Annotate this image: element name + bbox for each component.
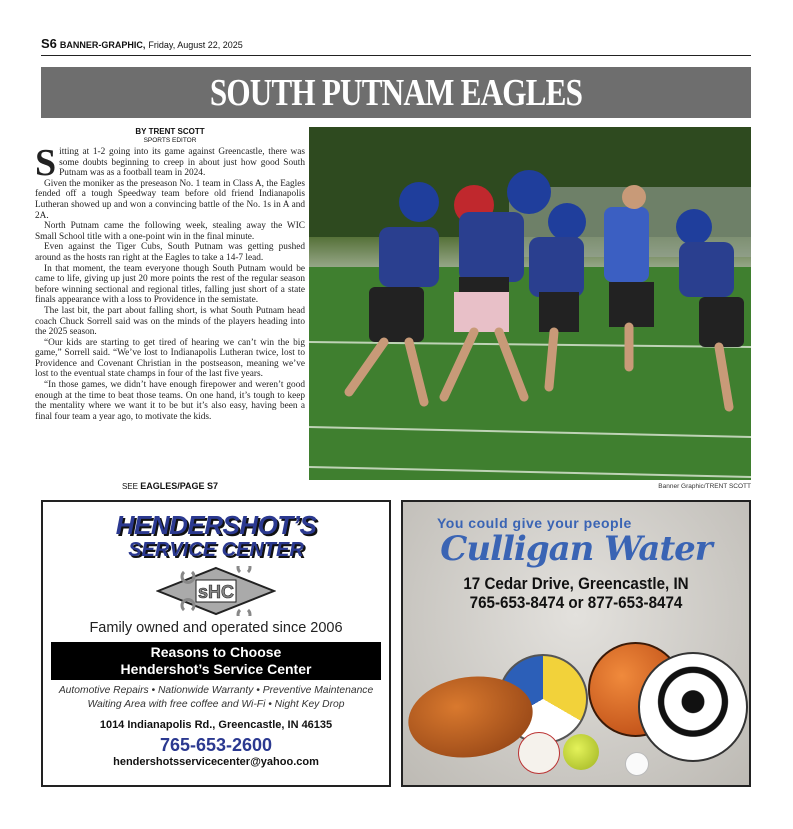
article-paragraph: Given the moniker as the preseason No. 1 team in Class A, the Eagles fended off a tough Speedway team before old friend Indianapolis Lutheran showed up and won a convincing battle of the No. 1s in A and 2A. xyxy=(35,178,305,221)
article-paragraph: “In those games, we didn’t have enough firepower and weren’t good enough at the time to beat those teams. On one hand, it’s tough to keep the mentality where we want it to be but it’s also easy, having been a final four team a year ago, to motivate the kids. xyxy=(35,380,305,422)
article-paragraph: North Putnam came the following week, stealing away the WIC Small School title with a one-point win in the final minute. xyxy=(35,221,305,242)
article-paragraph: Sitting at 1-2 going into its game against Greencastle, there was some doubts beginning to creep in about just how good South Putnam was as a football team in 2024. xyxy=(35,142,305,184)
reasons-box: Reasons to Choose Hendershot’s Service Center xyxy=(51,642,381,680)
article-paragraph: “Our kids are starting to get tired of hearing we can’t win the big game,” Sorrell said. “We’ve lost to Indianapolis Lutheran twice, lost to Providence and Covenant Christian in the postseason, meaning we’ve lost to the eventual state champs in four of the last five years. xyxy=(35,337,305,380)
ad-title: HENDERSHOT’S xyxy=(115,510,317,540)
drop-cap: S xyxy=(35,142,57,184)
services-list: Automotive Repairs • Nationwide Warranty • Preventive Maintenance Waiting Area with free coffee and Wi-Fi • Night Key Drop xyxy=(58,685,374,710)
hendershot-ad[interactable] xyxy=(41,500,391,787)
shc-logo xyxy=(156,566,276,616)
golf-ball-icon xyxy=(625,752,649,776)
ad-phone[interactable]: 765-653-8474 or 877-653-8474 xyxy=(469,594,683,612)
tennis-ball-icon xyxy=(563,734,599,770)
byline xyxy=(35,127,305,145)
ad-phone[interactable]: 765-653-2600 xyxy=(159,735,273,755)
photo-credit: Banner Graphic/TRENT SCOTT xyxy=(658,483,751,490)
ad-subtitle: SERVICE CENTER xyxy=(128,539,304,561)
article-body xyxy=(35,142,305,422)
culligan-ad[interactable] xyxy=(401,500,751,787)
author: BY TRENT SCOTT xyxy=(135,127,205,136)
page-folio xyxy=(41,36,751,56)
section-banner xyxy=(41,67,751,118)
publication-name: BANNER-GRAPHIC, xyxy=(59,40,146,50)
ad-tagline: Family owned and operated since 2006 xyxy=(89,620,343,636)
continued-jump-line[interactable]: SEE EAGLES/PAGE S7 xyxy=(121,481,219,491)
article-paragraph: In that moment, the team everyone though South Putnam would be came to life, giving up just 20 more points the rest of the regular season before winning sectional and regional titles, falling just short of a state finals appearance with a loss to Providence in the semistate. xyxy=(35,263,305,306)
author-role: SPORTS EDITOR xyxy=(143,137,197,144)
photo-illustration xyxy=(309,127,751,480)
svg-text:sHC: sHC xyxy=(197,582,235,602)
soccer-ball-icon xyxy=(638,652,748,762)
article-paragraph: The last bit, the part about falling short, is what South Putnam head coach Chuck Sorrell said was on the minds of the players heading into the 2025 season. xyxy=(35,305,305,338)
culligan-logo: Culligan Water xyxy=(440,529,712,569)
baseball-icon xyxy=(518,732,560,774)
ad-address: 17 Cedar Drive, Greencastle, IN xyxy=(463,575,689,593)
ad-tagline: You could give your people xyxy=(437,515,632,531)
section-title: SOUTH PUTNAM EAGLES xyxy=(209,71,583,114)
ad-email[interactable]: hendershotsservicecenter@yahoo.com xyxy=(113,756,319,768)
page-number: S6 xyxy=(41,36,57,51)
article-paragraph: Even against the Tiger Cubs, South Putnam was getting pushed around as the hosts ran right at the Eagles to take a 14-7 lead. xyxy=(35,242,305,263)
issue-date: Friday, August 22, 2025 xyxy=(148,40,243,50)
ad-address: 1014 Indianapolis Rd., Greencastle, IN 46135 xyxy=(99,719,333,731)
jump-target: EAGLES/PAGE S7 xyxy=(140,481,219,491)
football-practice-photo xyxy=(309,127,751,480)
